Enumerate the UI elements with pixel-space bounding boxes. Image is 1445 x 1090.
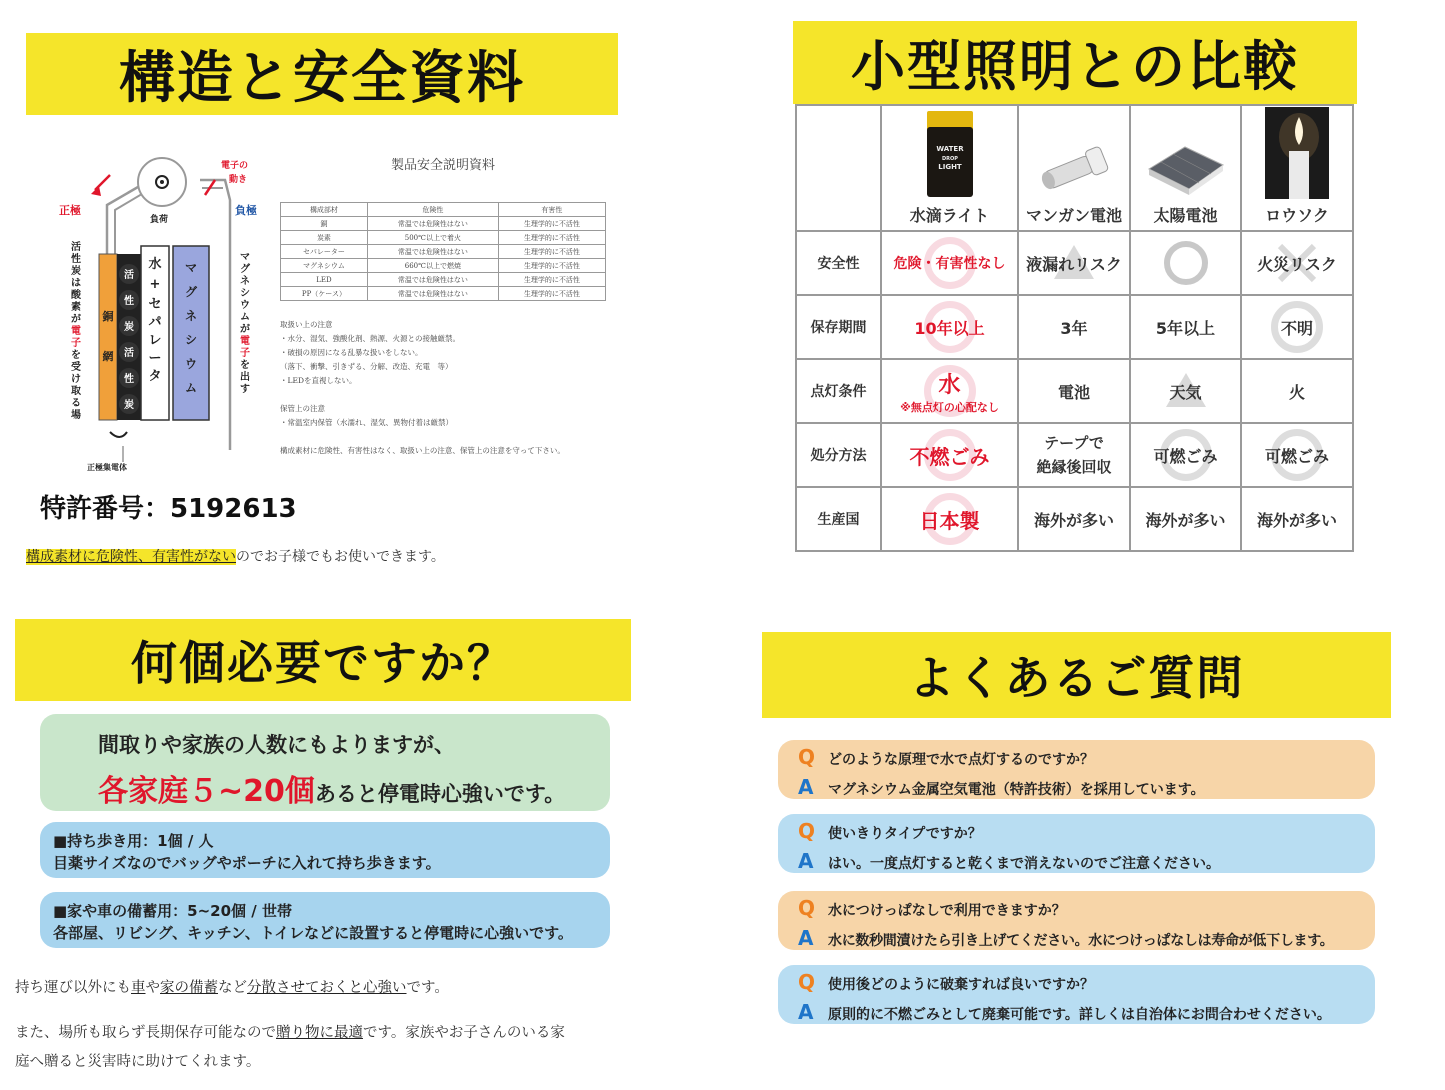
svg-text:場: 場 bbox=[71, 410, 81, 421]
svg-text:電: 電 bbox=[240, 336, 250, 347]
svg-text:タ: タ bbox=[148, 369, 162, 384]
solar-light-image bbox=[1143, 139, 1229, 199]
cell: セパレーター bbox=[281, 245, 368, 259]
stockpile-box bbox=[40, 892, 610, 948]
product-name: マンガン電池 bbox=[1025, 206, 1122, 225]
cell: 生理学的に不活性 bbox=[498, 231, 605, 245]
svg-text:ム: ム bbox=[184, 381, 198, 395]
cell: 液漏れリスク bbox=[1018, 231, 1130, 295]
distribution-paragraph: 持ち運び以外にも車や家の備蓄など分散させておくと心強いです。 bbox=[15, 980, 449, 996]
how-many-banner: 何個必要ですか？ bbox=[15, 619, 631, 701]
table-row bbox=[281, 259, 606, 273]
svg-text:+: + bbox=[149, 277, 161, 292]
cell: マグネシウム bbox=[281, 259, 368, 273]
faq-item bbox=[778, 814, 1375, 873]
svg-text:ネ: ネ bbox=[184, 309, 198, 323]
product-manganese bbox=[1018, 105, 1130, 231]
cell: 常温では危険性はない bbox=[367, 273, 498, 287]
comparison-table bbox=[795, 104, 1354, 552]
svg-text:マ: マ bbox=[240, 252, 250, 263]
doc-summary: 構成素材に危険性、有害性はなく、取扱い上の注意、保管上の注意を守って下さい。 bbox=[280, 446, 565, 455]
svg-text:ム: ム bbox=[240, 312, 250, 323]
cell: テープで 絶縁後回収 bbox=[1018, 423, 1130, 487]
cell: 10年以上 bbox=[881, 295, 1018, 359]
safety-document bbox=[278, 150, 608, 470]
cell: 銅 bbox=[281, 217, 368, 231]
doc-notes bbox=[280, 318, 606, 458]
faq-item bbox=[778, 891, 1375, 950]
a-mark: A bbox=[798, 926, 814, 950]
cell: PP（ケース） bbox=[281, 287, 368, 301]
cell: 生理学的に不活性 bbox=[498, 259, 605, 273]
safety-note bbox=[26, 546, 445, 566]
row-label: 生産国 bbox=[796, 487, 881, 551]
faq-answer: 原則的に不燃ごみとして廃棄可能です。詳しくは自治体にお問合わせください。 bbox=[828, 1007, 1331, 1023]
svg-text:マ: マ bbox=[184, 261, 198, 275]
gift-paragraph: また、場所も取らず長期保存可能なので贈り物に最適です。家族やお子さんのいる家 bbox=[15, 1025, 565, 1041]
product-name: 水滴ライト bbox=[909, 206, 990, 225]
water-drop-light-image bbox=[925, 109, 975, 199]
table-row bbox=[281, 245, 606, 259]
cell: 生理学的に不活性 bbox=[498, 273, 605, 287]
svg-text:性: 性 bbox=[71, 254, 81, 265]
svg-text:シ: シ bbox=[240, 288, 250, 299]
positive-label: 正極 bbox=[59, 204, 81, 217]
svg-text:LIGHT: LIGHT bbox=[937, 163, 962, 171]
row-label: 保存期間 bbox=[796, 295, 881, 359]
svg-text:性: 性 bbox=[124, 296, 134, 307]
table-row bbox=[796, 359, 1353, 423]
highlighted-text: 構成素材に危険性、有害性がない bbox=[26, 549, 236, 565]
svg-text:DROP: DROP bbox=[941, 156, 958, 162]
svg-text:性: 性 bbox=[124, 374, 134, 385]
negative-label: 負極 bbox=[235, 204, 257, 217]
structure-banner: 構造と安全資料 bbox=[26, 33, 618, 115]
cell: LED bbox=[281, 273, 368, 287]
recommendation-count: 各家庭５~20個 bbox=[98, 774, 315, 809]
svg-text:炭: 炭 bbox=[124, 322, 134, 333]
cell: 火災リスク bbox=[1241, 231, 1353, 295]
faq-answer: マグネシウム金属空気電池（特許技術）を採用しています。 bbox=[828, 782, 1205, 798]
svg-text:る: る bbox=[71, 398, 81, 409]
cell: 生理学的に不活性 bbox=[498, 217, 605, 231]
cell: 海外が多い bbox=[1241, 487, 1353, 551]
svg-text:受: 受 bbox=[71, 362, 81, 373]
cell: 常温では危険性はない bbox=[367, 245, 498, 259]
carry-use-box bbox=[40, 822, 610, 878]
svg-text:シ: シ bbox=[184, 333, 198, 347]
table-row bbox=[281, 273, 606, 287]
svg-text:活: 活 bbox=[124, 348, 134, 359]
cell: 可燃ごみ bbox=[1130, 423, 1241, 487]
doc-header: 危険性 bbox=[367, 203, 498, 217]
table-row bbox=[796, 423, 1353, 487]
notes-title: 取扱い上の注意 bbox=[280, 320, 333, 329]
note-text: のでお子様でもお使いできます。 bbox=[236, 549, 445, 565]
underlined-text: 車 bbox=[131, 980, 146, 996]
cell: 3年 bbox=[1018, 295, 1130, 359]
faq-answer: 水に数秒間漬けたら引き上げてください。水につけっぱなしは寿命が低下します。 bbox=[828, 933, 1334, 949]
product-row bbox=[796, 105, 1353, 231]
svg-text:酸: 酸 bbox=[71, 290, 81, 301]
svg-text:グ: グ bbox=[240, 264, 250, 275]
recommendation-line1: 間取りや家族の人数にもよりますが、 bbox=[98, 733, 455, 757]
svg-text:出: 出 bbox=[240, 372, 250, 383]
candle-image bbox=[1265, 107, 1329, 199]
svg-text:が: が bbox=[71, 314, 81, 325]
cell: 水 ※無点灯の心配なし bbox=[881, 359, 1018, 423]
svg-text:す: す bbox=[240, 384, 250, 395]
cell: 天気 bbox=[1130, 359, 1241, 423]
empty-corner bbox=[796, 105, 881, 231]
svg-text:レ: レ bbox=[148, 333, 162, 348]
sub-note: ※無点灯の心配なし bbox=[900, 400, 999, 414]
svg-text:セ: セ bbox=[148, 297, 162, 312]
cell: 不燃ごみ bbox=[881, 423, 1018, 487]
faq-item bbox=[778, 740, 1375, 799]
underlined-text: 贈り物に最適 bbox=[276, 1025, 363, 1041]
note-line: ・破損の原因になる乱暴な扱いをしない。 bbox=[280, 348, 423, 357]
product-name: 太陽電池 bbox=[1153, 206, 1218, 225]
cell: 生理学的に不活性 bbox=[498, 287, 605, 301]
comparison-banner: 小型照明との比較 bbox=[793, 21, 1357, 104]
carry-text: 目薬サイズなのでバッグやポーチに入れて持ち歩きます。 bbox=[53, 854, 441, 872]
product-candle bbox=[1241, 105, 1353, 231]
table-row bbox=[796, 231, 1353, 295]
svg-text:は: は bbox=[71, 278, 81, 289]
table-row bbox=[281, 217, 606, 231]
cell: 常温では危険性はない bbox=[367, 217, 498, 231]
a-mark: A bbox=[798, 775, 814, 799]
recommendation-line2 bbox=[98, 766, 565, 810]
underlined-text: 家の備蓄 bbox=[160, 980, 218, 996]
cell: 火 bbox=[1241, 359, 1353, 423]
svg-text:WATER: WATER bbox=[935, 145, 964, 153]
cell: 海外が多い bbox=[1018, 487, 1130, 551]
svg-text:動き: 動き bbox=[229, 175, 248, 185]
cell: 不明 bbox=[1241, 295, 1353, 359]
q-mark: Q bbox=[798, 970, 816, 994]
faq-answer: はい。一度点灯すると乾くまで消えないのでご注意ください。 bbox=[828, 856, 1220, 872]
gift-paragraph-cont: 庭へ贈ると災害時に助けてくれます。 bbox=[15, 1054, 261, 1070]
product-water-drop-light bbox=[881, 105, 1018, 231]
svg-text:け: け bbox=[71, 374, 81, 385]
svg-text:電: 電 bbox=[71, 326, 81, 337]
battery-diagram bbox=[55, 150, 270, 480]
doc-header: 有害性 bbox=[498, 203, 605, 217]
cell bbox=[1130, 231, 1241, 295]
svg-text:銅: 銅 bbox=[102, 310, 114, 323]
a-mark: A bbox=[798, 1000, 814, 1024]
faq-question: 水につけっぱなしで利用できますか？ bbox=[828, 903, 1066, 919]
household-recommendation bbox=[40, 714, 610, 811]
cell: 660℃以上で燃焼 bbox=[367, 259, 498, 273]
doc-header: 構成部材 bbox=[281, 203, 368, 217]
doc-title: 製品安全説明資料 bbox=[390, 158, 495, 173]
svg-text:を: を bbox=[71, 350, 81, 361]
cell: 日本製 bbox=[881, 487, 1018, 551]
patent-number: 特許番号：5192613 bbox=[40, 494, 297, 524]
storage-title: 保管上の注意 bbox=[280, 404, 325, 413]
cell: 500℃以上で着火 bbox=[367, 231, 498, 245]
table-row bbox=[281, 231, 606, 245]
svg-text:炭: 炭 bbox=[71, 266, 81, 277]
q-mark: Q bbox=[798, 745, 816, 769]
svg-text:素: 素 bbox=[71, 302, 81, 313]
faq-banner: よくあるご質問 bbox=[762, 632, 1391, 718]
cell: 海外が多い bbox=[1130, 487, 1241, 551]
q-mark: Q bbox=[798, 819, 816, 843]
svg-text:を: を bbox=[240, 360, 250, 371]
svg-text:網: 網 bbox=[102, 350, 114, 363]
note-line: ・水分、湿気、強酸化剤、熱源、火源との接触厳禁。 bbox=[280, 334, 460, 343]
row-label: 処分方法 bbox=[796, 423, 881, 487]
circle-icon bbox=[1164, 241, 1208, 285]
flashlight-image bbox=[1036, 139, 1112, 199]
faq-item bbox=[778, 965, 1375, 1024]
svg-text:子: 子 bbox=[240, 348, 250, 359]
cell: 生理学的に不活性 bbox=[498, 245, 605, 259]
table-row bbox=[281, 287, 606, 301]
faq-question: 使いきりタイプですか？ bbox=[828, 826, 982, 842]
safety-table bbox=[280, 202, 606, 301]
note-line: ・LEDを直視しない。 bbox=[280, 376, 357, 385]
table-row bbox=[796, 295, 1353, 359]
stockpile-text: 各部屋、リビング、キッチン、トイレなどに設置すると停電時に心強いです。 bbox=[53, 924, 573, 942]
svg-text:ネ: ネ bbox=[240, 276, 250, 287]
cell: 危険・有害性なし bbox=[881, 231, 1018, 295]
cell: 電池 bbox=[1018, 359, 1130, 423]
svg-text:取: 取 bbox=[71, 386, 81, 397]
svg-text:ウ: ウ bbox=[240, 300, 250, 311]
q-mark: Q bbox=[798, 896, 816, 920]
electron-flow-label: 電子の bbox=[221, 161, 249, 171]
svg-text:炭: 炭 bbox=[124, 400, 134, 411]
note-line: （落下、衝撃、引きずる、分解、改造、充電 等） bbox=[280, 362, 453, 371]
cell: 炭素 bbox=[281, 231, 368, 245]
faq-question: どのような原理で水で点灯するのですか？ bbox=[828, 752, 1094, 768]
storage-line: ・常温室内保管（水濡れ、湿気、異物付着は厳禁） bbox=[280, 418, 453, 427]
svg-text:ー: ー bbox=[148, 351, 162, 366]
svg-text:水: 水 bbox=[148, 257, 162, 272]
cell: 可燃ごみ bbox=[1241, 423, 1353, 487]
recommendation-text: あると停電時心強いです。 bbox=[314, 782, 566, 806]
table-row bbox=[796, 487, 1353, 551]
product-solar bbox=[1130, 105, 1241, 231]
underlined-text: 分散させておくと心強い bbox=[247, 980, 407, 996]
svg-text:活: 活 bbox=[124, 270, 134, 281]
svg-text:ウ: ウ bbox=[184, 357, 198, 371]
svg-text:子: 子 bbox=[71, 338, 81, 349]
product-name: ロウソク bbox=[1265, 206, 1329, 225]
cell: 常温では危険性はない bbox=[367, 287, 498, 301]
svg-text:が: が bbox=[240, 324, 250, 335]
a-mark: A bbox=[798, 849, 814, 873]
load-label: 負荷 bbox=[150, 215, 169, 225]
stockpile-title: ■家や車の備蓄用：5~20個 / 世帯 bbox=[53, 902, 292, 920]
collector-label: 正極集電体 bbox=[87, 463, 127, 472]
row-label: 点灯条件 bbox=[796, 359, 881, 423]
svg-text:活: 活 bbox=[71, 242, 81, 253]
faq-question: 使用後どのように破棄すれば良いですか？ bbox=[828, 977, 1094, 993]
carry-title: ■持ち歩き用：1個 / 人 bbox=[53, 832, 214, 850]
cell: 5年以上 bbox=[1130, 295, 1241, 359]
row-label: 安全性 bbox=[796, 231, 881, 295]
svg-text:グ: グ bbox=[184, 285, 198, 299]
svg-text:パ: パ bbox=[148, 315, 162, 330]
